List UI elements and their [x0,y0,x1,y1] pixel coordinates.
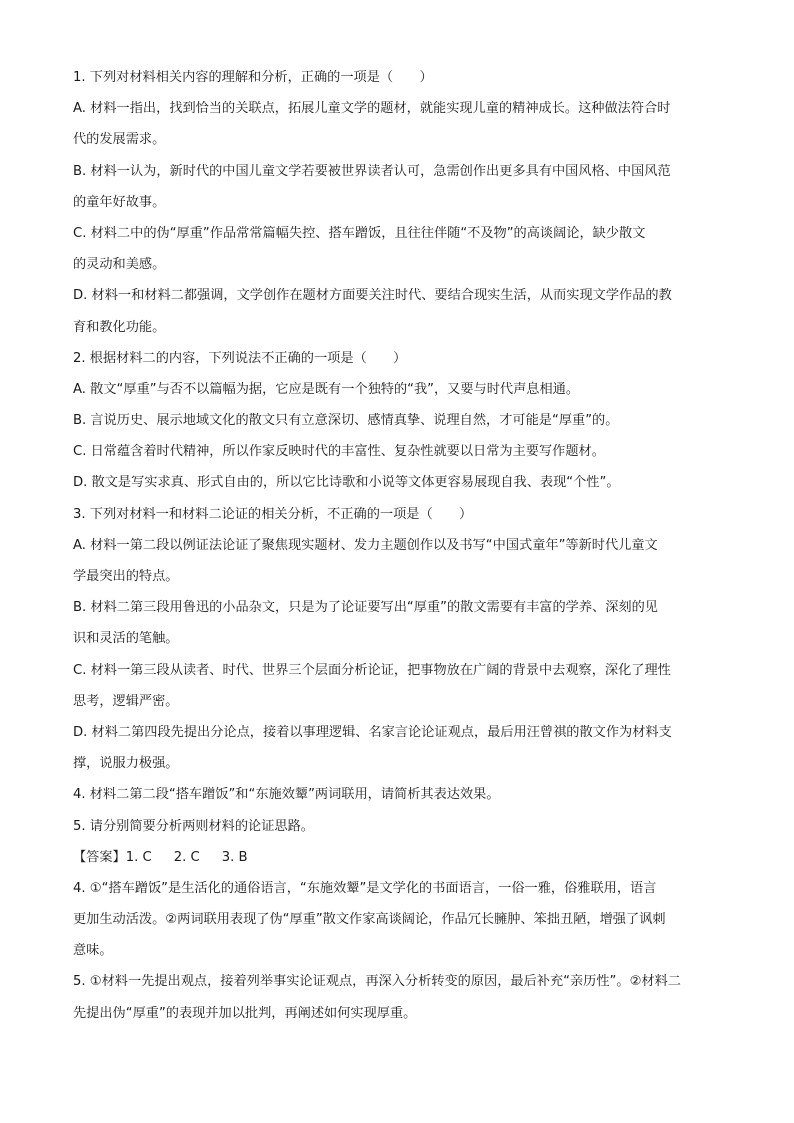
answer-4-line-3: 意味。 [73,943,113,959]
question-3-option-d-cont: 撑，说服力极强。 [73,756,179,772]
question-3-stem: 3. 下列对材料一和材料二论证的相关分析，不正确的一项是（ ） [73,506,473,522]
answer-5-line-2: 先提出伪“厚重”的表现并加以批判，再阐述如何实现厚重。 [73,1005,417,1021]
answer-2: 2. C [173,849,200,865]
question-5: 5. 请分别简要分析两则材料的论证思路。 [73,818,314,834]
question-3-option-c: C. 材料一第三段从读者、时代、世界三个层面分析论证，把事物放在广阔的背景中去观察，深化了理性 [73,662,671,678]
question-1-option-d-cont: 育和教化功能。 [73,319,166,335]
answer-5-line-1: 5. ①材料一先提出观点，接着列举事实论证观点，再深入分析转变的原因，最后补充“亲历性”。②材料二 [73,974,681,990]
question-3-option-b-cont: 识和灵活的笔触。 [73,631,179,647]
answer-summary [73,842,723,873]
answer-1: 1. C [125,849,152,865]
question-3-option-b: B. 材料二第三段用鲁迅的小品杂文，只是为了论证要写出“厚重”的散文需要有丰富的学养、深刻的见 [73,600,658,616]
question-1-stem: 1. 下列对材料相关内容的理解和分析，正确的一项是（ ） [73,70,433,85]
question-1-option-c-cont: 的灵动和美感。 [73,257,166,273]
question-3-option-c-cont: 思考，逻辑严密。 [73,693,179,709]
question-1-option-a: A. 材料一指出，找到恰当的关联点，拓展儿童文学的题材，就能实现儿童的精神成长。这种做法符合时 [73,101,671,117]
question-1-option-b: B. 材料一认为，新时代的中国儿童文学若要被世界读者认可，急需创作出更多具有中国风格、中国风范 [73,163,671,179]
question-1-option-a-cont: 代的发展需求。 [73,132,166,148]
answer-3: 3. B [221,849,248,865]
question-3-option-a: A. 材料一第二段以例证法论证了聚焦现实题材、发力主题创作以及书写“中国式童年”等新时代儿童文 [73,537,658,553]
answer-4-line-1: 4. ①“搭车蹭饭”是生活化的通俗语言，“东施效颦”是文学化的书面语言，一俗一雅，俗雅联用，语言 [73,880,657,896]
question-2-option-d: D. 散文是写实求真、形式自由的，所以它比诗歌和小说等文体更容易展现自我、表现“个性”。 [73,475,620,491]
question-2-option-a: A. 散文“厚重”与否不以篇幅为据，它应是既有一个独特的“我”，又要与时代声息相通。 [73,381,580,397]
answer-4-line-2: 更加生动活泼。②两词联用表现了伪“厚重”散文作家高谈阔论，作品冗长臃肿、笨拙丑陋，增强了讽刺 [73,912,666,928]
question-4: 4. 材料二第二段“搭车蹭饭”和“东施效颦”两词联用，请简析其表达效果。 [73,787,500,803]
question-3-option-a-cont: 学最突出的特点。 [73,569,179,584]
answer-tag: 【答案】 [73,849,126,865]
question-1-option-b-cont: 的童年好故事。 [73,194,166,210]
question-1-option-c: C. 材料二中的伪“厚重”作品常常篇幅失控、搭车蹭饭，且往往伴随“不及物”的高谈阔论，缺少散文 [73,225,646,241]
question-2-option-b: B. 言说历史、展示地域文化的散文只有立意深切、感情真挚、说理自然，才可能是“厚重”的。 [73,413,619,429]
question-1-option-d: D. 材料一和材料二都强调，文学创作在题材方面要关注时代、要结合现实生活，从而实现文学作品的教 [73,288,672,304]
question-3-option-d: D. 材料二第四段先提出分论点，接着以事理逻辑、名家言论论证观点，最后用汪曾祺的散文作为材料支 [73,724,672,740]
document-body [73,62,723,1029]
question-2-option-c: C. 日常蕴含着时代精神，所以作家反映时代的丰富性、复杂性就要以日常为主要写作题材。 [73,444,605,460]
question-2-stem: 2. 根据材料二的内容，下列说法不正确的一项是（ ） [73,350,407,366]
